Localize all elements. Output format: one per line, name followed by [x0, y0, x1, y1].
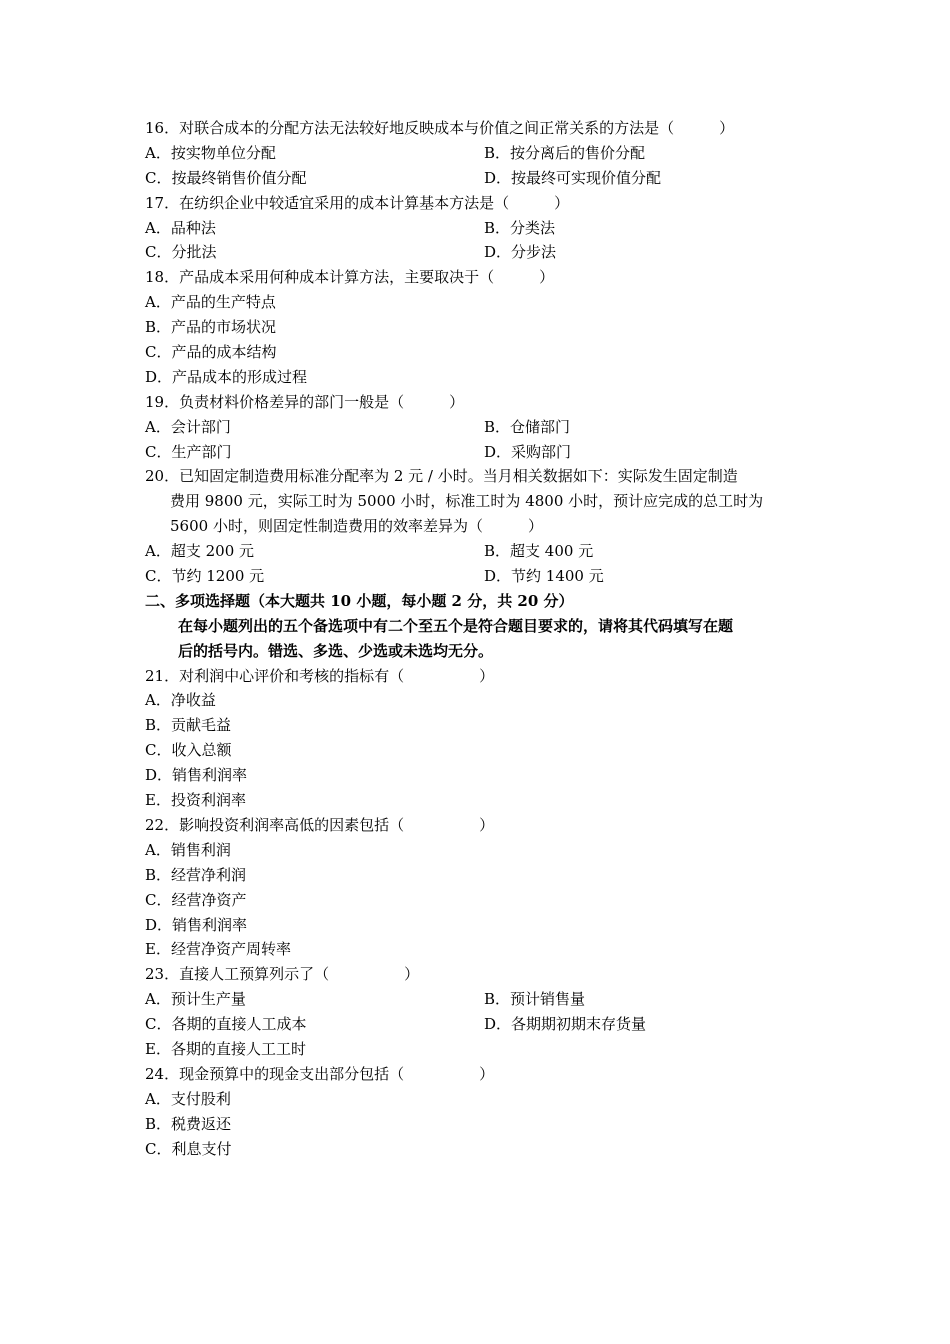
- question-19-option-a: A．会计部门: [145, 417, 231, 436]
- question-18-option-d: D．产品成本的形成过程: [145, 367, 308, 386]
- question-17-options-row-1: [145, 216, 809, 241]
- question-22-option-e: E．经营净资产周转率: [145, 940, 291, 959]
- question-22-option-b: B．经营净利润: [145, 865, 247, 884]
- question-17-option-a: A．品种法: [145, 218, 216, 237]
- question-20-option-b: B．超支 400 元: [484, 542, 594, 561]
- question-19-option-b: B．仓储部门: [484, 417, 571, 436]
- question-21-option-c: C．收入总额: [145, 741, 232, 760]
- question-17-option-c: C．分批法: [145, 243, 217, 262]
- question-17-stem: 17．在纺织企业中较适宜采用的成本计算基本方法是（ ）: [145, 193, 570, 212]
- question-19-option-d: D．采购部门: [484, 442, 572, 461]
- question-20-option-d: D．节约 1400 元: [484, 567, 604, 586]
- question-23-option-e: E．各期的直接人工工时: [145, 1039, 306, 1058]
- question-16-stem: 16．对联合成本的分配方法无法较好地反映成本与价值之间正常关系的方法是（ ）: [145, 119, 735, 137]
- question-18-stem: 18．产品成本采用何种成本计算方法，主要取决于（ ）: [145, 268, 555, 287]
- question-19-stem: 19．负责材料价格差异的部门一般是（ ）: [145, 392, 465, 411]
- section-2-instruction-line-1: 在每小题列出的五个备选项中有二个至五个是符合题目要求的，请将其代码填写在题: [178, 616, 734, 635]
- question-16-option-c: C．按最终销售价值分配: [145, 168, 307, 187]
- question-20-options-row-2: [145, 564, 809, 589]
- question-17-option-b: B．分类法: [484, 218, 556, 237]
- question-22-stem: 22．影响投资利润率高低的因素包括（ ）: [145, 815, 495, 834]
- exam-page: [145, 116, 809, 1161]
- question-20-options-row-1: [145, 539, 809, 564]
- question-23-stem: 23．直接人工预算列示了（ ）: [145, 965, 420, 984]
- question-16-options-row-2: [145, 166, 809, 191]
- question-18-option-b: B．产品的市场状况: [145, 318, 277, 337]
- question-20-stem-line-3: 5600 小时，则固定性制造费用的效率差异为（ ）: [170, 517, 543, 536]
- question-20-stem-line-2: 费用 9800 元，实际工时为 5000 小时，标准工时为 4800 小时，预计应完成的总工时为: [170, 492, 764, 511]
- section-2-title: 二、多项选择题（本大题共 10 小题，每小题 2 分，共 20 分）: [145, 591, 574, 610]
- question-16-option-b: B．按分离后的售价分配: [484, 143, 646, 162]
- question-16-option-d: D．按最终可实现价值分配: [484, 168, 662, 187]
- question-23-options-row-2: [145, 1012, 809, 1037]
- question-23-option-c: C．各期的直接人工成本: [145, 1015, 307, 1034]
- question-21-stem: 21．对利润中心评价和考核的指标有（ ）: [145, 666, 495, 685]
- question-24-option-b: B．税费返还: [145, 1114, 232, 1133]
- question-20-option-c: C．节约 1200 元: [145, 567, 265, 586]
- question-16-options-row-1: [145, 141, 809, 166]
- question-24-option-a: A．支付股利: [145, 1089, 231, 1108]
- question-16-option-a: A．按实物单位分配: [145, 143, 276, 162]
- question-22-option-c: C．经营净资产: [145, 890, 247, 909]
- question-19-options-row-2: [145, 440, 809, 465]
- question-21-option-b: B．贡献毛益: [145, 716, 232, 735]
- section-2-instruction-line-2: 后的括号内。错选、多选、少选或未选均无分。: [178, 641, 494, 660]
- question-18-option-c: C．产品的成本结构: [145, 343, 277, 362]
- question-21-option-e: E．投资利润率: [145, 791, 246, 810]
- question-24-stem: 24．现金预算中的现金支出部分包括（ ）: [145, 1064, 495, 1083]
- question-23-option-a: A．预计生产量: [145, 990, 246, 1009]
- question-17-options-row-2: [145, 240, 809, 265]
- question-22-option-d: D．销售利润率: [145, 915, 248, 934]
- question-19-option-c: C．生产部门: [145, 442, 232, 461]
- question-21-option-a: A．净收益: [145, 691, 216, 710]
- question-20-option-a: A．超支 200 元: [145, 542, 254, 561]
- question-24-option-c: C．利息支付: [145, 1139, 232, 1158]
- question-22-option-a: A．销售利润: [145, 840, 231, 859]
- question-17-option-d: D．分步法: [484, 243, 557, 262]
- question-20-stem-line-1: 20．已知固定制造费用标准分配率为 2 元 / 小时。当月相关数据如下：实际发生固定制造: [145, 467, 738, 486]
- question-23-option-d: D．各期期初期末存货量: [484, 1015, 647, 1034]
- question-19-options-row-1: [145, 415, 809, 440]
- question-21-option-d: D．销售利润率: [145, 766, 248, 785]
- question-23-option-b: B．预计销售量: [484, 990, 586, 1009]
- question-18-option-a: A．产品的生产特点: [145, 293, 276, 312]
- question-23-options-row-1: [145, 987, 809, 1012]
